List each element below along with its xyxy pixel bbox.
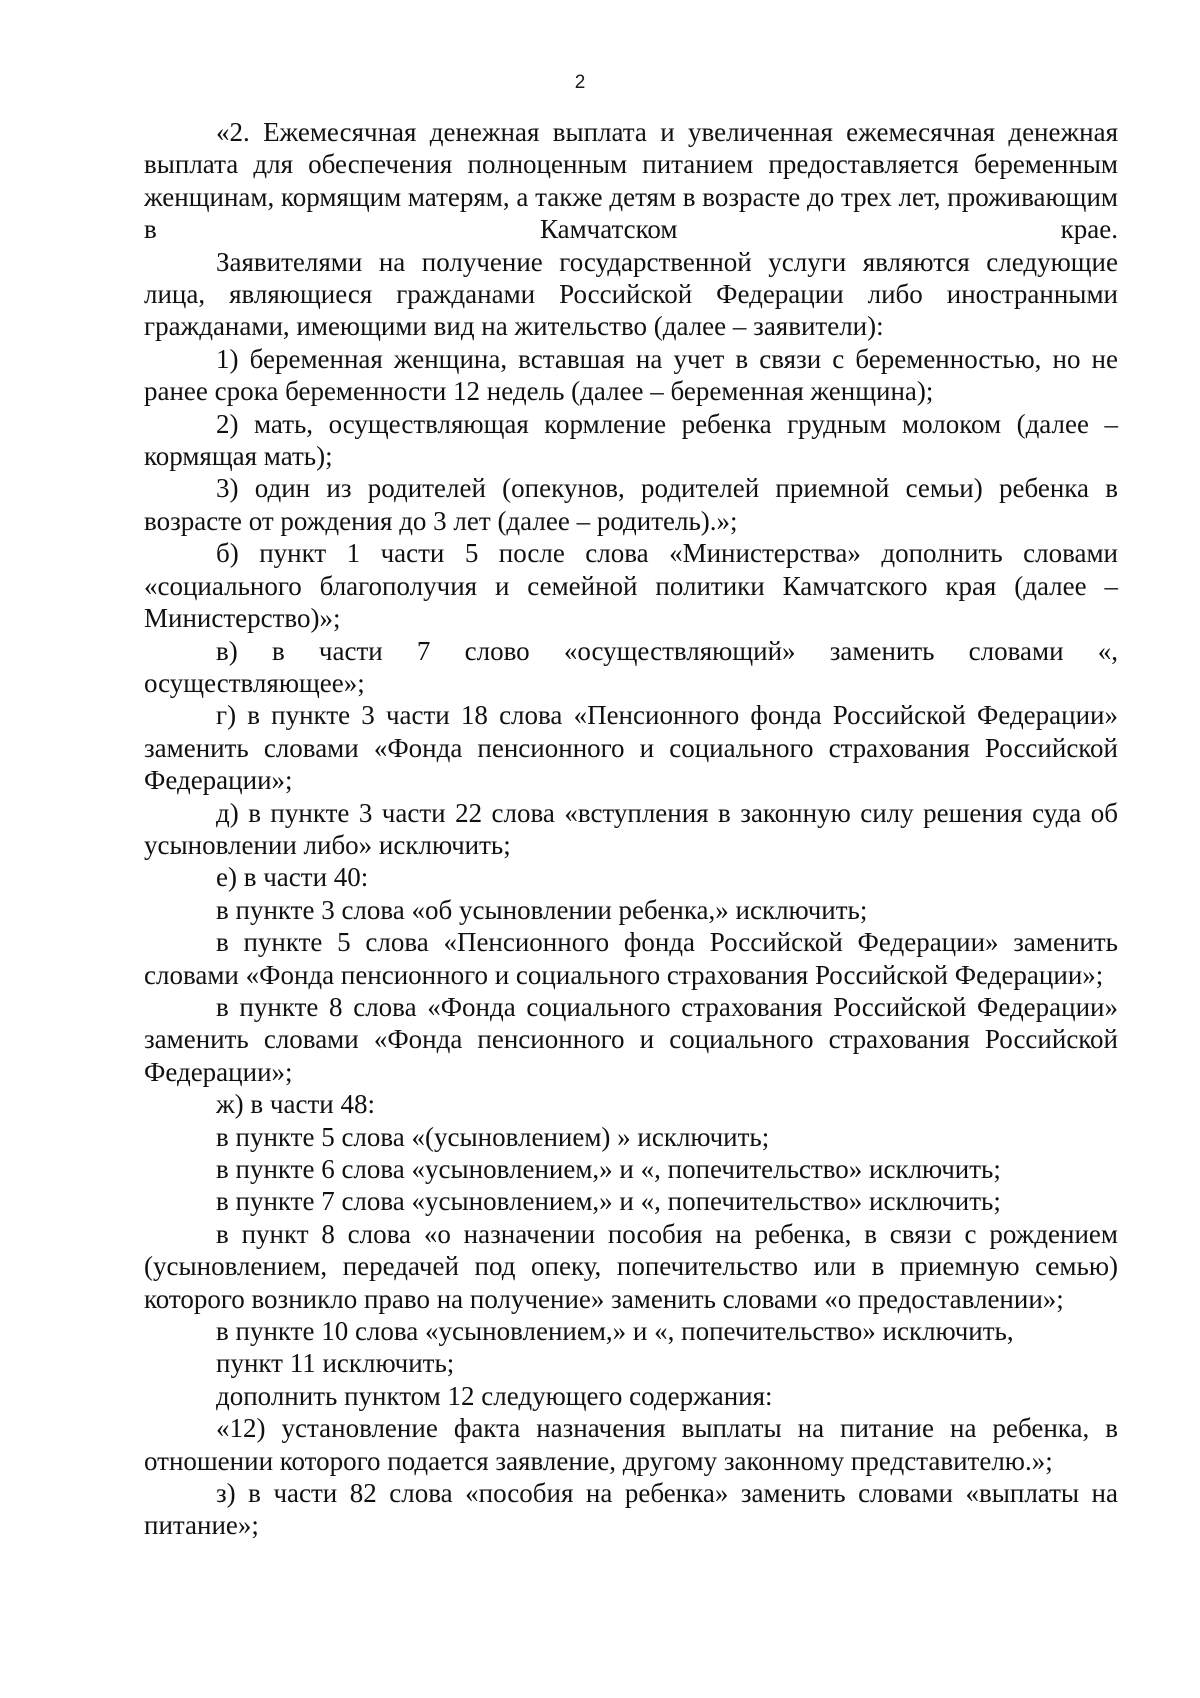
paragraph-g: г) в пункте 3 части 18 слова «Пенсионного фонда Российской Федерации» заменить словами «Фонда пенсионного и социального страхования Российской Федерации»; — [144, 700, 1118, 796]
paragraph-item-1: 1) беременная женщина, вставшая на учет в связи с беременностью, но не ранее срока беременности 12 недель (далее – беременная женщина); — [144, 343, 1118, 407]
paragraph-e-item-5: в пункте 5 слова «Пенсионного фонда Российской Федерации» заменить словами «Фонда пенсионного и социального страхования Российской Федерации»; — [144, 927, 1118, 990]
paragraph-v: в) в части 7 слово «осуществляющий» заменить словами «, осуществляющее»; — [144, 635, 1118, 698]
paragraph-zh-item-8: в пункт 8 слова «о назначении пособия на ребенка, в связи с рождением (усыновлением, передачей под опеку, попечительство или в приемную семью) которого возникло право на получение» заменить словами «о предоставлении»; — [144, 1218, 1118, 1314]
paragraph-item-12-text: «12) установление факта назначения выплаты на питание на ребенка, в отношении которого подается заявление, другому законному представителю.»; — [144, 1413, 1118, 1476]
paragraph-z: з) в части 82 слова «пособия на ребенка» заменить словами «выплаты на питание»; — [144, 1478, 1118, 1541]
paragraph-d: д) в пункте 3 части 22 слова «вступления в законную силу решения суда об усыновлении либо» исключить; — [144, 797, 1118, 860]
paragraph-e-item-8: в пункте 8 слова «Фонда социального страхования Российской Федерации» заменить словами «Фонда пенсионного и социального страхования Российской Федерации»; — [144, 991, 1118, 1087]
paragraph-monthly-payment: «2. Ежемесячная денежная выплата и увеличенная ежемесячная денежная выплата для обеспечения полноценным питанием предоставляется беременным женщинам, кормящим матерям, а также детям в возрасте до трех лет, проживающим в Камчатском крае. — [144, 117, 1119, 245]
paragraph-item-2: 2) мать, осуществляющая кормление ребенка грудным молоком (далее – кормящая мать); — [144, 408, 1118, 472]
paragraph-zh-item-7: в пункте 7 слова «усыновлением,» и «, попечительство» исключить; — [216, 1186, 1001, 1217]
paragraph-zh-add-12: дополнить пунктом 12 следующего содержания: — [216, 1380, 773, 1411]
paragraph-zh-item-5: в пункте 5 слова «(усыновлением) » исключить; — [216, 1121, 770, 1152]
paragraph-e: е) в части 40: — [216, 862, 369, 893]
paragraph-zh-item-10: в пункте 10 слова «усыновлением,» и «, попечительство» исключить, — [216, 1316, 1014, 1347]
page-number: 2 — [574, 72, 586, 93]
paragraph-zh: ж) в части 48: — [216, 1089, 375, 1120]
paragraph-item-3: 3) один из родителей (опекунов, родителей приемной семьи) ребенка в возрасте от рождения до 3 лет (далее – родитель).»; — [144, 473, 1118, 536]
paragraph-e-item-3: в пункте 3 слова «об усыновлении ребенка,» исключить; — [216, 894, 868, 925]
paragraph-applicants: Заявителями на получение государственной услуги являются следующие лица, являющиеся гражданами Российской Федерации либо иностранными гражданами, имеющими вид на жительство (далее – заявители): — [144, 246, 1118, 342]
paragraph-b: б) пункт 1 части 5 после слова «Министерства» дополнить словами «социального благополучия и семейной политики Камчатского края (далее – Министерство)»; — [144, 538, 1118, 634]
paragraph-zh-item-11: пункт 11 исключить; — [216, 1348, 455, 1379]
document-body — [144, 116, 1118, 1542]
paragraph-zh-item-6: в пункте 6 слова «усыновлением,» и «, попечительство» исключить; — [216, 1154, 1001, 1184]
